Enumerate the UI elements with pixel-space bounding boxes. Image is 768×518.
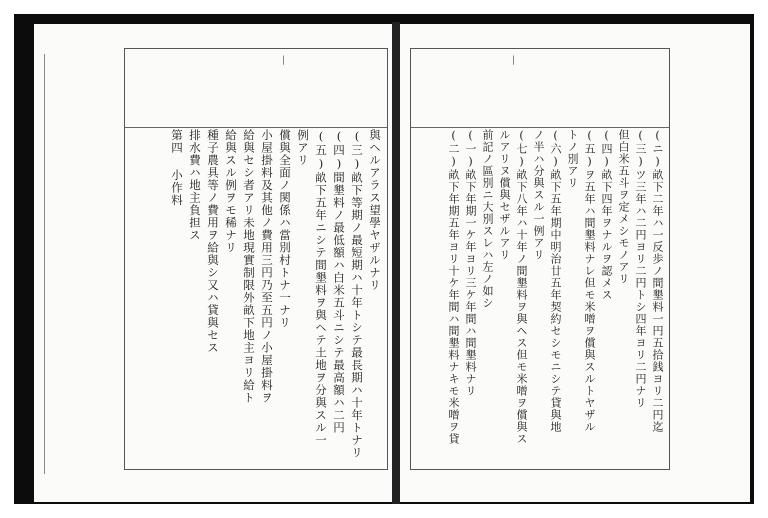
book-spread <box>14 14 754 504</box>
text-column: (四)畝下四年ヲナルヲ認メス <box>600 129 613 301</box>
text-column: 給與セシ者アリ未地現實制限外畝下地主ヨリ給ト <box>242 129 256 404</box>
text-column: 與ヘルアラス望學ヤザルナリ <box>368 129 382 292</box>
margin-mark-right: 丨 <box>506 55 517 65</box>
text-column: ノ半ハ分與スル一例アリ <box>532 129 545 261</box>
book-gutter <box>392 22 400 504</box>
margin-mark-left: 丨 <box>276 55 287 65</box>
text-column: (七)畝下八年ハ十年ノ間墾料ヲ與ヘス但モ米噌ヲ償與ス <box>515 129 528 445</box>
header-band-left <box>125 49 387 128</box>
text-columns-left <box>129 129 383 463</box>
text-column: 種子農具等ノ費用ヲ給與シ又ハ貸與セス <box>206 129 220 354</box>
text-column: (六)畝下五年期中明治廿五年契約セシモニシテ貸與地 <box>549 129 562 433</box>
text-column: トノ別アリ <box>566 129 579 189</box>
page-edge-line <box>44 54 45 474</box>
text-column: 前記ノ區別ニ大別スレハ左ノ如シ <box>481 129 494 309</box>
text-column: (三)畝下等期ノ最短期ハ十年トシテ最長期ハ十年トナリ <box>350 129 364 459</box>
text-column: (二)畝下年期五年ヨリ十ケ年間ハ間墾料ナキモ米噌ヲ貸 <box>447 129 460 445</box>
text-column: 但白米五斗ヲ定メシモノアリ <box>617 129 630 285</box>
text-column: (五)ヲ五年ハ間墾料ナレ但モ米噌ヲ償與スルトヤザル <box>583 129 596 433</box>
text-column: (三)ツ三年ハ二円ヨリ二円トシ四年ヨリ二円ナリ <box>634 129 647 409</box>
text-column: (一)畝下年期一ケ年ヨリ三ケ年間ハ間墾料ナリ <box>464 129 477 397</box>
text-column: ルアリヌ償與セザルアリ <box>498 129 511 261</box>
text-column: (五)畝下五年ニシテ間墾料ヲ與ヘテ土地ヲ分與スル一 <box>314 129 328 447</box>
text-column: (四)間墾料ノ最低額ハ白米五斗ニシテ最高額ハ二円 <box>332 129 346 434</box>
text-columns-right <box>415 129 665 463</box>
text-column: (ニ)畝下二年ハ一反歩ノ間墾料一円五拾銭ヨリ二円迄 <box>651 129 664 433</box>
text-column: 小屋掛料及其他ノ費用三円乃至五円ノ小屋掛料ヲ <box>260 129 274 404</box>
header-band-right <box>411 49 669 128</box>
ruled-ledger-right <box>410 48 670 470</box>
left-page <box>34 24 394 502</box>
ruled-ledger-left <box>124 48 388 470</box>
text-column: 例アリ <box>296 129 310 167</box>
right-page <box>400 24 750 502</box>
text-column: 償與全面ノ関係ハ當別村トナ一ナリ <box>278 129 292 329</box>
text-column: 第四 小作料 <box>170 129 184 207</box>
text-column: 給與スル例ヲモ稀ナリ <box>224 129 238 254</box>
text-column: 排水費ハ地主負担ス <box>188 129 202 242</box>
